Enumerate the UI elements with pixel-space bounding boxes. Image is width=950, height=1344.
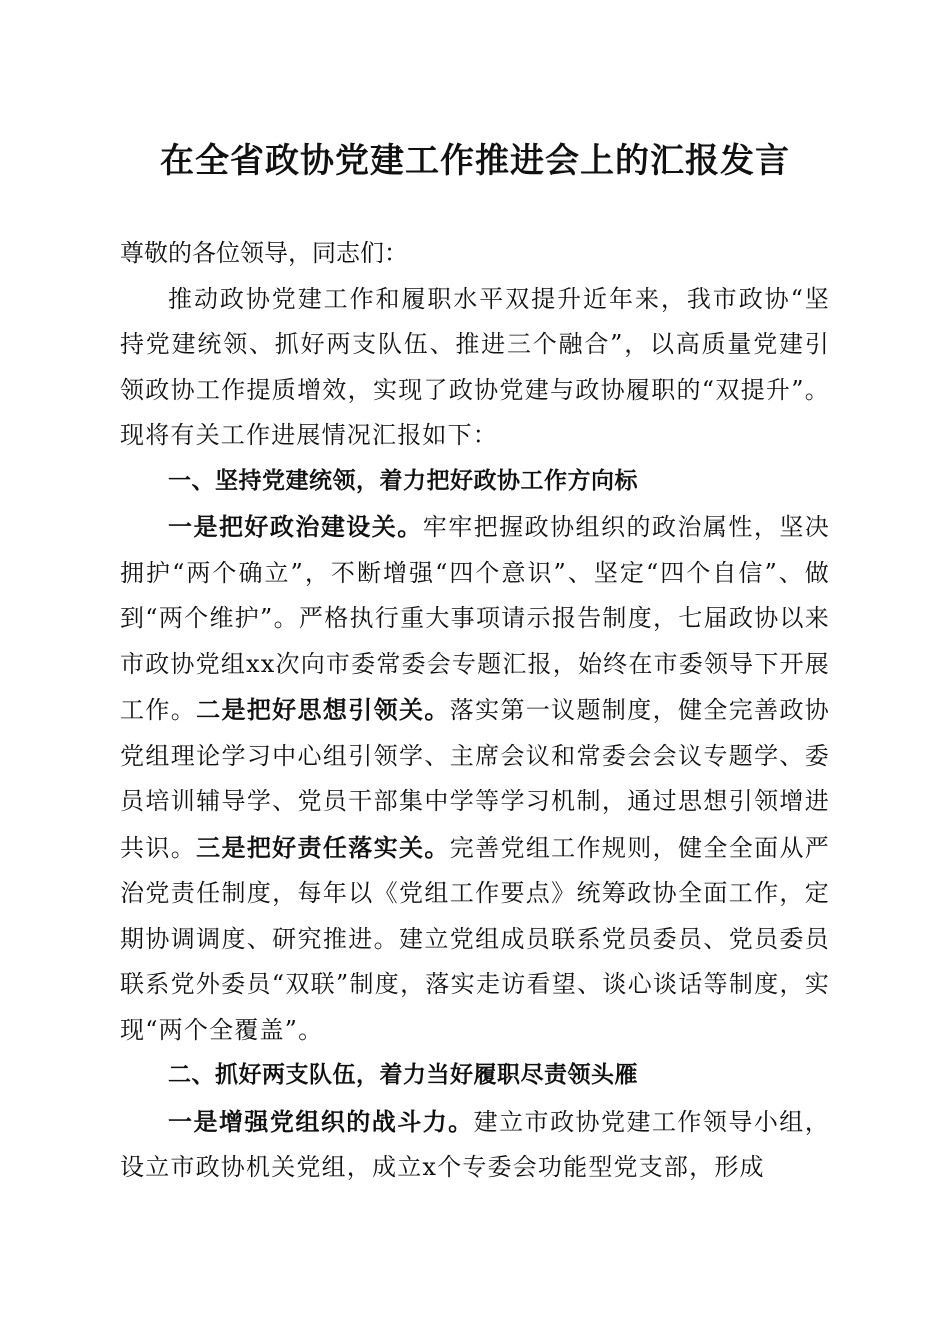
section-1-lead-3: 三是把好责任落实关。 [196,832,450,862]
document-body [120,231,830,1191]
section-1-text-1: 牢牢把握政协组织的政治属性，坚决拥护“两个确立”，不断增强“四个意识”、坚定“四个自信”、做到“两个维护”。严格执行重大事项请示报告制度，七届政协以来市政协党组xx次向市委常委会专题汇报，始终在市委领导下开展工作。 [120,513,830,724]
section-1-text-3: 完善党组工作规则，健全全面从严治党责任制度，每年以《党组工作要点》统筹政协全面工作，定期协调调度、研究推进。建立党组成员联系党员委员、党员委员联系党外委员“双联”制度，落实走访看望、谈心谈话等制度，实现“两个全覆盖”。 [120,833,831,1044]
section-1-lead-2: 二是把好思想引领关。 [196,695,450,724]
document-title: 在全省政协党建工作推进会上的汇报发言 [160,141,790,181]
section-2-lead-1: 一是增强党组织的战斗力。 [168,1106,474,1136]
section-2-text-1: 建立市政协党建工作领导小组，设立市政协机关党组，成立x个专委会功能型党支部，形成 [120,1107,830,1181]
salutation: 尊敬的各位领导，同志们： [120,239,408,267]
section-1-heading: 一、坚持党建统领，着力把好政协工作方向标 [168,467,638,494]
section-1-text-2: 落实第一议题制度，健全完善政协党组理论学习中心组引领学、主席会议和常委会会议专题学、委员培训辅导学、党员干部集中学等学习机制，通过思想引领增进共识。 [120,696,831,862]
section-2-paragraph [120,1099,830,1191]
section-1-lead-1: 一是把好政治建设关。 [168,512,423,541]
intro-paragraph: 推动政协党建工作和履职水平双提升近年来，我市政协“坚持党建统领、抓好两支队伍、推进三个融合”，以高质量党建引领政协工作提质增效，实现了政协党建与政协履职的“双提升”。现将有关工作进展情况汇报如下： [120,284,830,449]
section-2-heading: 二、抓好两支队伍，着力当好履职尽责领头雁 [168,1062,638,1088]
section-1-paragraph [120,504,830,1053]
